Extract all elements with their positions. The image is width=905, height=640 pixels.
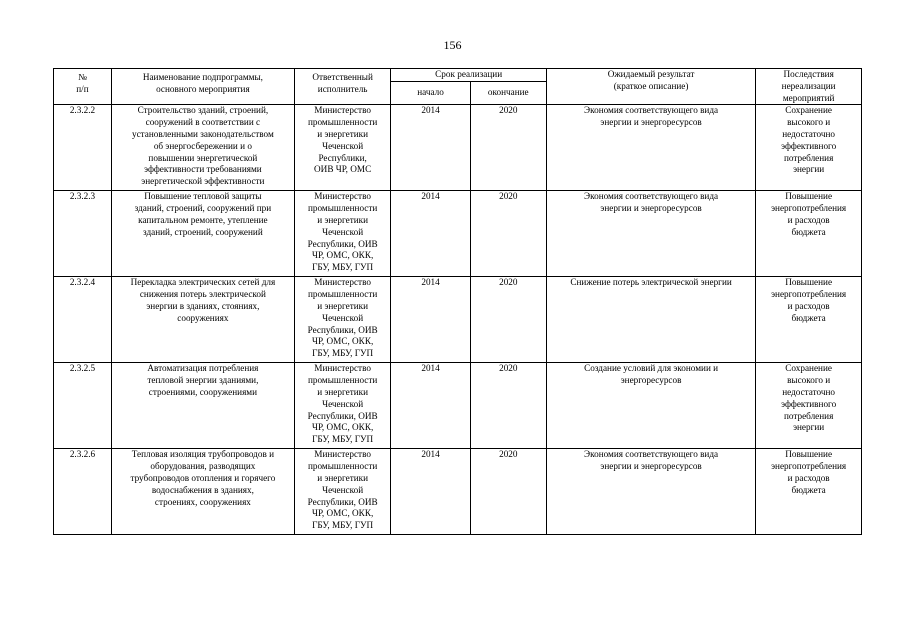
header-period: Срок реализации [391,69,547,82]
page-number: 156 [443,38,462,52]
cell-end: 2020 [470,363,546,449]
cell-name: Автоматизация потребления тепловой энергии зданиями, строениями, сооружениями [111,363,294,449]
cell-name: Повышение тепловой защиты зданий, строений, сооружений при капитальном ремонте, утепление зданий, строений, сооружений [111,191,294,277]
header-result: Ожидаемый результат (краткое описание) [546,69,755,105]
cell-num: 2.3.2.3 [54,191,112,277]
cell-result: Экономия соответствующего вида энергии и энергоресурсов [546,449,755,535]
cell-consequences: Сохранение высокого и недостаточно эффективного потребления энергии [756,105,862,191]
cell-consequences: Сохранение высокого и недостаточно эффективного потребления энергии [756,363,862,449]
cell-start: 2014 [391,105,470,191]
table-row [54,449,862,535]
table-row [54,105,862,191]
cell-end: 2020 [470,191,546,277]
cell-end: 2020 [470,449,546,535]
table-row [54,277,862,363]
cell-responsible: Министерство промышленности и энергетики Чеченской Республики, ОИВ ЧР, ОМС [294,105,391,191]
cell-name: Строительство зданий, строений, сооружений в соответствии с установленными законодательством об энергосбережении и о повышении энергетической эффективности требованиями энергетической эффективности [111,105,294,191]
cell-consequences: Повышение энергопотребления и расходов бюджета [756,191,862,277]
cell-num: 2.3.2.6 [54,449,112,535]
cell-name: Тепловая изоляция трубопроводов и оборудования, разводящих трубопроводов отопления и горячего водоснабжения в зданиях, строениях, сооружениях [111,449,294,535]
cell-result: Снижение потерь электрической энергии [546,277,755,363]
cell-start: 2014 [391,277,470,363]
cell-num: 2.3.2.5 [54,363,112,449]
cell-result: Экономия соответствующего вида энергии и энергоресурсов [546,191,755,277]
header-name: Наименование подпрограммы, основного мероприятия [111,69,294,105]
cell-start: 2014 [391,191,470,277]
header-responsible: Ответственный исполнитель [294,69,391,105]
cell-start: 2014 [391,449,470,535]
table-body [54,105,862,535]
cell-name: Перекладка электрических сетей для снижения потерь электрической энергии в зданиях, стояниях, сооружениях [111,277,294,363]
table-row [54,191,862,277]
cell-responsible: Министерство промышленности и энергетики Чеченской Республики, ОИВ ЧР, ОМС, ОКК, ГБУ, МБУ, ГУП [294,449,391,535]
cell-result: Создание условий для экономии и энергоресурсов [546,363,755,449]
header-num: № п/п [54,69,112,105]
header-consequences: Последствия нереализации мероприятий [756,69,862,105]
cell-responsible: Министерство промышленности и энергетики Чеченской Республики, ОИВ ЧР, ОМС, ОКК, ГБУ, МБУ, ГУП [294,191,391,277]
header-start: начало [391,82,470,105]
cell-end: 2020 [470,105,546,191]
cell-consequences: Повышение энергопотребления и расходов бюджета [756,277,862,363]
cell-num: 2.3.2.4 [54,277,112,363]
cell-num: 2.3.2.2 [54,105,112,191]
measures-table [53,68,862,535]
cell-result: Экономия соответствующего вида энергии и энергоресурсов [546,105,755,191]
header-end: окончание [470,82,546,105]
cell-start: 2014 [391,363,470,449]
table-row [54,363,862,449]
cell-responsible: Министерство промышленности и энергетики Чеченской Республики, ОИВ ЧР, ОМС, ОКК, ГБУ, МБУ, ГУП [294,277,391,363]
cell-end: 2020 [470,277,546,363]
cell-responsible: Министерство промышленности и энергетики Чеченской Республики, ОИВ ЧР, ОМС, ОКК, ГБУ, МБУ, ГУП [294,363,391,449]
cell-consequences: Повышение энергопотребления и расходов бюджета [756,449,862,535]
